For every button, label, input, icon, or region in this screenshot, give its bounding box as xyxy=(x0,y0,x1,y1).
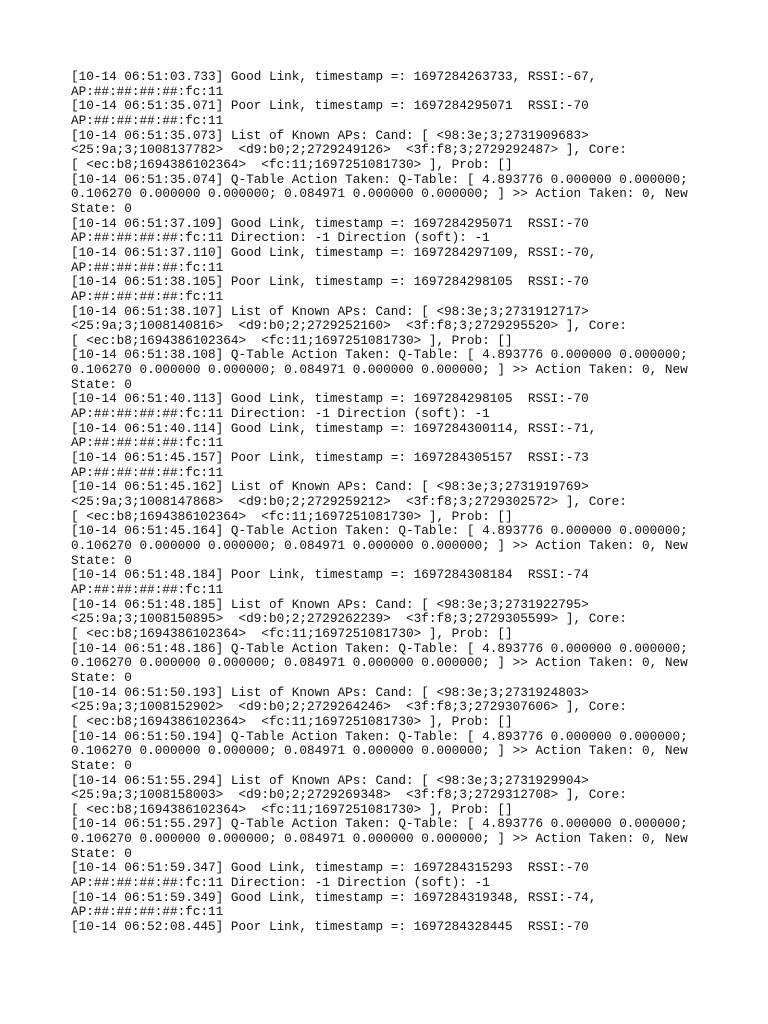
log-line: [10-14 06:51:59.347] Good Link, timestamp =: 1697284315293 RSSI:-70 xyxy=(71,860,589,876)
log-line: [10-14 06:51:40.113] Good Link, timestamp =: 1697284298105 RSSI:-70 xyxy=(71,391,589,407)
log-line: AP:##:##:##:##:fc:11 Direction: -1 Direction (soft): -1 xyxy=(71,875,490,891)
log-line: <25:9a;3;1008152902> <d9:b0;2;2729264246> <3f:f8;3;2729307606> ], Core: xyxy=(71,699,627,715)
log-line: [10-14 06:51:45.157] Poor Link, timestamp =: 1697284305157 RSSI:-73 xyxy=(71,450,589,466)
log-line: [10-14 06:51:48.185] List of Known APs: Cand: [ <98:3e;3;2731922795> xyxy=(71,596,589,612)
log-line: <25:9a;3;1008158003> <d9:b0;2;2729269348> <3f:f8;3;2729312708> ], Core: xyxy=(71,787,627,803)
log-line: <25:9a;3;1008140816> <d9:b0;2;2729252160> <3f:f8;3;2729295520> ], Core: xyxy=(71,318,627,334)
log-line: State: 0 xyxy=(71,845,132,861)
log-line: AP:##:##:##:##:fc:11 xyxy=(71,112,224,128)
log-line: [10-14 06:51:37.110] Good Link, timestamp =: 1697284297109, RSSI:-70, xyxy=(71,244,597,260)
log-line: AP:##:##:##:##:fc:11 xyxy=(71,581,224,597)
log-line: 0.106270 0.000000 0.000000; 0.084971 0.000000 0.000000; ] >> Action Taken: 0, New xyxy=(71,655,688,671)
log-line: [10-14 06:52:08.445] Poor Link, timestamp =: 1697284328445 RSSI:-70 xyxy=(71,919,589,935)
log-line: [10-14 06:51:59.349] Good Link, timestamp =: 1697284319348, RSSI:-74, xyxy=(71,889,597,905)
log-line: AP:##:##:##:##:fc:11 Direction: -1 Direction (soft): -1 xyxy=(71,230,490,246)
log-line: 0.106270 0.000000 0.000000; 0.084971 0.000000 0.000000; ] >> Action Taken: 0, New xyxy=(71,186,688,202)
log-line: AP:##:##:##:##:fc:11 Direction: -1 Direction (soft): -1 xyxy=(71,406,490,422)
log-line: AP:##:##:##:##:fc:11 xyxy=(71,83,224,99)
log-line: State: 0 xyxy=(71,669,132,685)
log-line: [10-14 06:51:35.074] Q-Table Action Taken: Q-Table: [ 4.893776 0.000000 0.000000; xyxy=(71,171,688,187)
log-line: [ <ec:b8;1694386102364> <fc:11;1697251081730> ], Prob: [] xyxy=(71,625,513,641)
log-line: 0.106270 0.000000 0.000000; 0.084971 0.000000 0.000000; ] >> Action Taken: 0, New xyxy=(71,831,688,847)
log-line: [10-14 06:51:38.107] List of Known APs: Cand: [ <98:3e;3;2731912717> xyxy=(71,303,589,319)
log-line: [10-14 06:51:48.184] Poor Link, timestamp =: 1697284308184 RSSI:-74 xyxy=(71,567,589,583)
log-document xyxy=(71,70,711,935)
log-line: [10-14 06:51:38.105] Poor Link, timestamp =: 1697284298105 RSSI:-70 xyxy=(71,274,589,290)
log-line: State: 0 xyxy=(71,200,132,216)
log-line: [10-14 06:51:37.109] Good Link, timestamp =: 1697284295071 RSSI:-70 xyxy=(71,215,589,231)
log-line: [10-14 06:51:55.297] Q-Table Action Taken: Q-Table: [ 4.893776 0.000000 0.000000; xyxy=(71,816,688,832)
log-line: AP:##:##:##:##:fc:11 xyxy=(71,259,224,275)
log-line: AP:##:##:##:##:fc:11 xyxy=(71,904,224,920)
log-line: State: 0 xyxy=(71,376,132,392)
log-line: AP:##:##:##:##:fc:11 xyxy=(71,288,224,304)
log-line: 0.106270 0.000000 0.000000; 0.084971 0.000000 0.000000; ] >> Action Taken: 0, New xyxy=(71,743,688,759)
log-line: [10-14 06:51:35.071] Poor Link, timestamp =: 1697284295071 RSSI:-70 xyxy=(71,98,589,114)
log-line: [10-14 06:51:03.733] Good Link, timestamp =: 1697284263733, RSSI:-67, xyxy=(71,69,597,84)
log-line: 0.106270 0.000000 0.000000; 0.084971 0.000000 0.000000; ] >> Action Taken: 0, New xyxy=(71,538,688,553)
log-line: [10-14 06:51:55.294] List of Known APs: Cand: [ <98:3e;3;2731929904> xyxy=(71,772,589,788)
log-line: AP:##:##:##:##:fc:11 xyxy=(71,435,224,451)
log-line: [10-14 06:51:50.193] List of Known APs: Cand: [ <98:3e;3;2731924803> xyxy=(71,684,589,700)
log-line: State: 0 xyxy=(71,552,132,568)
log-body xyxy=(71,70,711,935)
log-line: [10-14 06:51:50.194] Q-Table Action Taken: Q-Table: [ 4.893776 0.000000 0.000000; xyxy=(71,728,688,744)
log-line: [10-14 06:51:35.073] List of Known APs: Cand: [ <98:3e;3;2731909683> xyxy=(71,127,589,143)
log-line: [10-14 06:51:40.114] Good Link, timestamp =: 1697284300114, RSSI:-71, xyxy=(71,420,597,436)
log-line: <25:9a;3;1008150895> <d9:b0;2;2729262239> <3f:f8;3;2729305599> ], Core: xyxy=(71,611,627,627)
log-line: 0.106270 0.000000 0.000000; 0.084971 0.000000 0.000000; ] >> Action Taken: 0, New xyxy=(71,362,688,378)
log-line: [10-14 06:51:38.108] Q-Table Action Taken: Q-Table: [ 4.893776 0.000000 0.000000; xyxy=(71,347,688,363)
log-line: <25:9a;3;1008137782> <d9:b0;2;2729249126> <3f:f8;3;2729292487> ], Core: xyxy=(71,142,627,158)
log-line: [10-14 06:51:48.186] Q-Table Action Taken: Q-Table: [ 4.893776 0.000000 0.000000; xyxy=(71,640,688,656)
log-line: [ <ec:b8;1694386102364> <fc:11;1697251081730> ], Prob: [] xyxy=(71,713,513,729)
log-line: [ <ec:b8;1694386102364> <fc:11;1697251081730> ], Prob: [] xyxy=(71,156,513,172)
log-line: <25:9a;3;1008147868> <d9:b0;2;2729259212> <3f:f8;3;2729302572> ], Core: xyxy=(71,494,627,510)
log-line: [ <ec:b8;1694386102364> <fc:11;1697251081730> ], Prob: [] xyxy=(71,332,513,348)
log-line: [10-14 06:51:45.162] List of Known APs: Cand: [ <98:3e;3;2731919769> xyxy=(71,479,589,495)
log-line: [ <ec:b8;1694386102364> <fc:11;1697251081730> ], Prob: [] xyxy=(71,801,513,817)
log-line: AP:##:##:##:##:fc:11 xyxy=(71,464,224,480)
log-line: [10-14 06:51:45.164] Q-Table Action Taken: Q-Table: [ 4.893776 0.000000 0.000000; xyxy=(71,523,688,539)
log-line: [ <ec:b8;1694386102364> <fc:11;1697251081730> ], Prob: [] xyxy=(71,508,513,524)
log-line: State: 0 xyxy=(71,757,132,773)
